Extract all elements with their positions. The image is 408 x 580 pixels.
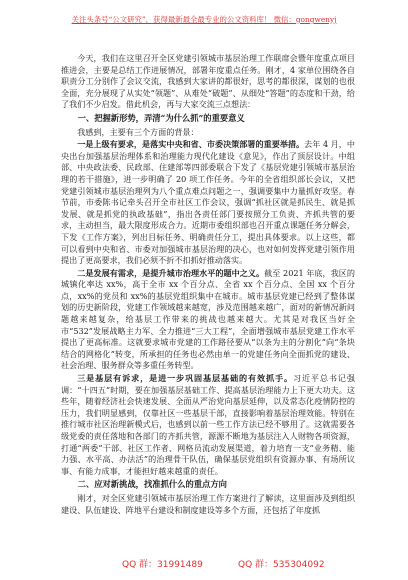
- header-banner: 关注头条号“公文研究”，获得最新最全最专业的公文资料库！ 微信：gongwenyj: [71, 15, 337, 24]
- section-2-heading: 二、应对新挑战，找准抓什么的重点方向: [77, 479, 227, 490]
- section-1-point-1: [61, 139, 355, 267]
- point-lead: 二是发展有需求，是提升城市治理水平的题中之义。: [77, 267, 265, 278]
- qq-group-2: QQ 群：535304092: [238, 560, 325, 570]
- point-text: 去年 4 月，中央出台加强基层治理体系和治理能力现代化建设《意见》，作出了顶层设计。中组部、中央政法委、民政部、住建部等四部委联合下发了《基层党建引领城市基层治理的若干措施》，进一步明确了 20 项工作任务。今年的全省组织部长会议，又把党建引领城市基层治理列为八个重点难点问题之一，强调要集中力量抓好攻坚。春节前，市委陈书记牵头召开全市社区工作会议，强调“抓社区就是抓民生、就是抓发展、就是抓党的执政基础”，指出各责任部门要按照分工负责、齐抓共管的要求，主动担当，最大限度形成合力。近期市委组织部也召开重点课题任务分解会，下发《工作方案》，列出目标任务、明确责任分工，提出具体要求。以上这些，都可以看到中央和省、市委对加强城市基层治理的决心，也对如何发挥党建引领作用提出了更高要求，我们必须不折不扣抓好推动落实。: [61, 139, 355, 266]
- point-text: 截至 2021 年底，我区的城镇化率达 xx%，高于全市 xx 个百分点、全省 xx 个百分点、全国 xx 个百分点，xx%的党员和 xx%的基层党组织集中在城市。城市基层党建已经到了整体谋划的历史新阶段，党建工作领域越来越宽，涉及范围越来越广，面对的新情况新问题越来越复杂，给基层工作带来的挑战也越来越大。尤其是对我区当好全市“532”发展战略主力军、全力推进“三大工程”，全面增强城市基层党建工作水平提出了更高标准。这就要求城市党建的工作路径要从“以条为主的分割化”向“条块结合的网格化”转变，所承担的任务也必然由单一的党建任务向全面抓党的建设、社会治理、服务群众等多重任务转型。: [61, 267, 355, 371]
- point-text: 习近平总书记强调：“十四五”时期，要在加强基层基础工作、提高基层治理能力上下更大功夫。这些年，随着经济社会快速发展、全面从严治党向基层延伸，以及常态化疫情防控的压力，我们明显感到，仅靠社区一些基层干部，直接影响着基层治理效能。特别在推行城市社区治理新模式后，也感到以前一些工作方法已经不够用了。这就需要各级党委的责任落地和各部门的齐抓共管，源源不断地为基层注入人财物各项资源，打通“两委”干部、社区工作者、网格员流动发展渠道，着力培育一支“业务精、能力强、水平高、办法活”的治理骨干队伍，确保基层党组织有资源办事、有场所议事、有能力成事，才能担好越来越重的责任。: [61, 373, 355, 476]
- point-lead: 三是基层有诉求，是进一步巩固基层基础的有效抓手。: [77, 373, 293, 384]
- section-1-heading: 一、把握新形势，弄清“为什么抓”的重要意义: [77, 112, 245, 123]
- section-1-point-3: [61, 373, 355, 477]
- section-1-lead: 我感到，主要有三个方面的背景：: [77, 126, 199, 137]
- document-body: [61, 53, 355, 555]
- section-2-paragraph: 刚才，对全区党建引领城市基层治理工作方案进行了解读，这里面涉及到组织建设、队伍建设、阵地平台建设和制度建设等多个方面，还包括了年度抓: [61, 492, 355, 515]
- intro-paragraph: 今天，我们在这里召开全区党建引领城市基层治理工作联席会暨年度重点项目推进会，主要是总结工作进展情况，部署年度重点任务。刚才，4 家单位围绕各自职责分工分别作了会议交流，我感到大家讲的都很好，思考的都很深，谋划的也很全面，充分展现了从实处“领题”、从难处“破题”、从细处“答题”的态度和干劲，给了我们不少启发。借此机会，再与大家交流三点想法：: [61, 53, 355, 110]
- section-1-point-2: [61, 268, 355, 372]
- qq-group-1: QQ 群：31991489: [122, 560, 203, 570]
- footer: [0, 558, 408, 572]
- point-lead: 一是上级有要求，是落实中央和省、市委决策部署的重要举措。: [77, 139, 305, 150]
